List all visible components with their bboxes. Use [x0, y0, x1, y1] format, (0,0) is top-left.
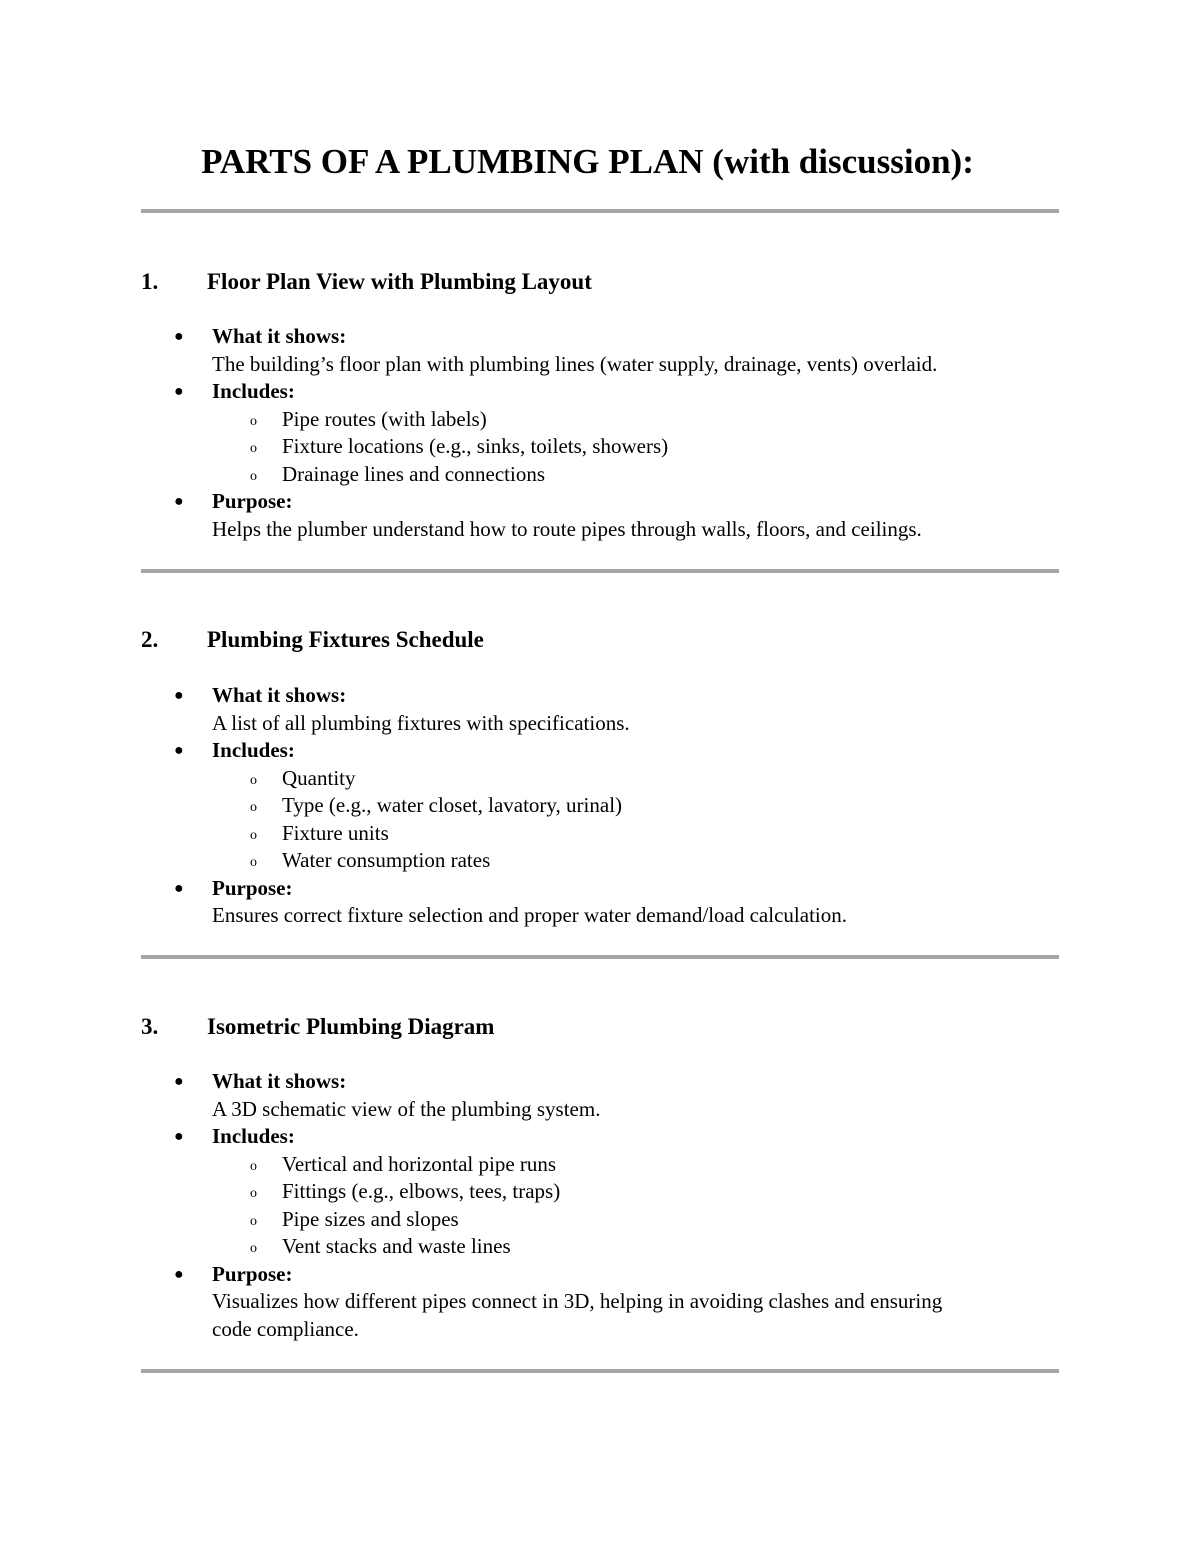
horizontal-rule	[141, 1369, 1059, 1373]
circle-bullet-icon: o	[250, 772, 257, 788]
circle-bullet-icon: o	[250, 855, 257, 870]
bullet-icon: ●	[174, 1073, 184, 1090]
circle-bullet-icon: o	[250, 413, 257, 429]
section-heading	[141, 267, 592, 297]
circle-bullet-icon: o	[250, 1186, 257, 1201]
section-title: Isometric Plumbing Diagram	[207, 1014, 495, 1039]
bullet-icon: ●	[174, 328, 184, 345]
circle-bullet-icon: o	[250, 800, 257, 815]
section-number: 3.	[141, 1014, 159, 1039]
horizontal-rule	[141, 569, 1059, 573]
circle-bullet-icon: o	[250, 1158, 257, 1174]
circle-bullet-icon: o	[250, 1213, 257, 1229]
section-title: Floor Plan View with Plumbing Layout	[207, 269, 592, 294]
section-number: 2.	[141, 627, 159, 652]
bullet-icon: ●	[174, 1265, 184, 1283]
circle-bullet-icon: o	[250, 441, 257, 456]
bullet-icon: ●	[174, 879, 184, 897]
bullet-icon: ●	[174, 687, 184, 704]
bullet-icon: ●	[174, 742, 184, 759]
horizontal-rule	[141, 955, 1059, 959]
bullet-icon: ●	[174, 383, 184, 400]
section-heading	[141, 1012, 494, 1042]
page-title: PARTS OF A PLUMBING PLAN (with discussion):	[201, 142, 974, 181]
circle-bullet-icon: o	[250, 827, 257, 843]
section-heading	[141, 625, 484, 655]
section-number: 1.	[141, 269, 159, 294]
horizontal-rule	[141, 209, 1059, 213]
bullet-icon: ●	[174, 1128, 184, 1145]
circle-bullet-icon: o	[250, 1241, 257, 1256]
circle-bullet-icon: o	[250, 468, 257, 484]
bullet-icon: ●	[174, 493, 184, 510]
section-title: Plumbing Fixtures Schedule	[207, 627, 484, 652]
